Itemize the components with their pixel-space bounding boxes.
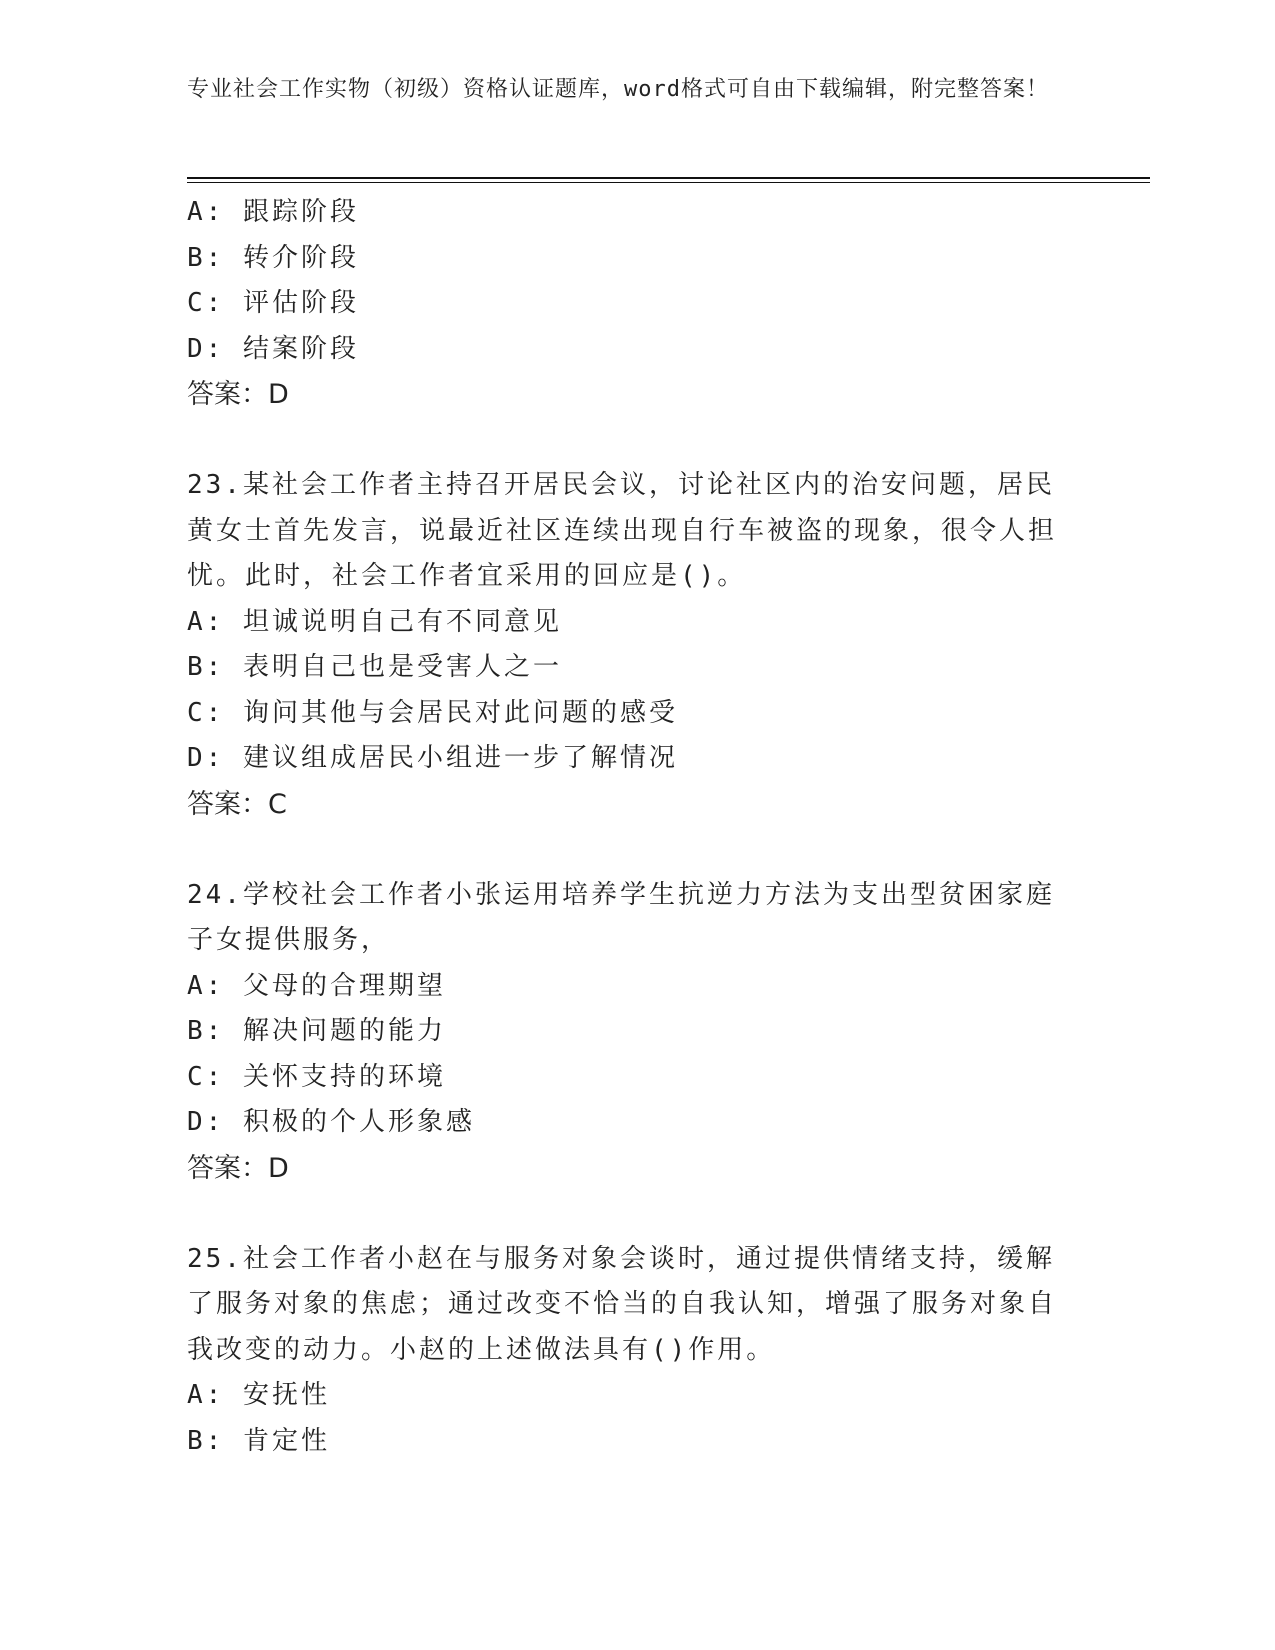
option-a: A: 坦诚说明自己有不同意见 <box>187 606 562 637</box>
header-divider-thin <box>187 182 1150 183</box>
option-a: A: 跟踪阶段 <box>187 197 359 227</box>
answer-line: 答案：D <box>187 1152 289 1184</box>
question-23-text: 23.某社会工作者主持召开居民会议，讨论社区内的治安问题，居民黄女士首先发言，说最近社区连续出现自行车被盗的现象，很令人担忧。此时，社会工作者宜采用的回应是()。 <box>187 470 1058 591</box>
option-b: B: 表明自己也是受害人之一 <box>187 652 562 682</box>
page-header-text: 专业社会工作实物（初级）资格认证题库，word格式可自由下载编辑，附完整答案！ <box>187 77 1049 102</box>
question-24-text: 24.学校社会工作者小张运用培养学生抗逆力方法为支出型贫困家庭子女提供服务， <box>187 879 1055 955</box>
option-d: D: 积极的个人形象感 <box>187 1107 475 1137</box>
option-a: A: 安抚性 <box>187 1380 330 1410</box>
option-c: C: 询问其他与会居民对此问题的感受 <box>187 697 678 728</box>
option-c: C: 关怀支持的环境 <box>187 1061 446 1092</box>
option-d: D: 结案阶段 <box>187 333 359 364</box>
question-list <box>187 190 1087 1464</box>
question-25-text: 25.社会工作者小赵在与服务对象会谈时，通过提供情绪支持，缓解了服务对象的焦虑；通过改变不恰当的自我认知，增强了服务对象自我改变的动力。小赵的上述做法具有()作用。 <box>187 1243 1058 1365</box>
option-b: B: 肯定性 <box>187 1425 330 1456</box>
option-a: A: 父母的合理期望 <box>187 970 446 1001</box>
answer-line: 答案：D <box>187 379 289 410</box>
option-d: D: 建议组成居民小组进一步了解情况 <box>187 743 678 773</box>
option-c: C: 评估阶段 <box>187 288 359 318</box>
option-b: B: 转介阶段 <box>187 242 359 273</box>
answer-line: 答案：C <box>187 788 287 820</box>
header-divider-thick <box>187 177 1150 179</box>
option-b: B: 解决问题的能力 <box>187 1016 446 1046</box>
